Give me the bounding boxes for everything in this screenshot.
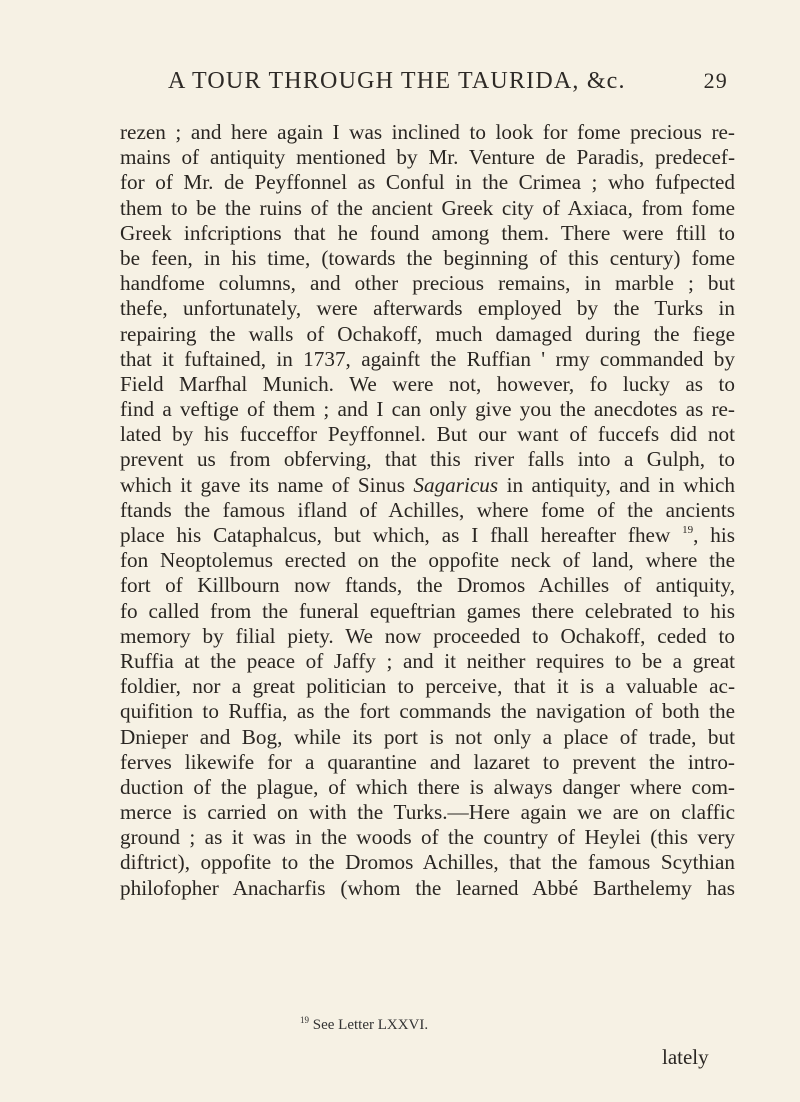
footnote bbox=[300, 1017, 428, 1034]
italic-term: Sagaricus bbox=[413, 472, 499, 497]
running-head bbox=[168, 68, 728, 104]
text-line: thefe, unfortunately, were afterwards employed by the Turks in bbox=[120, 296, 735, 321]
footnote-number: 19 bbox=[300, 1015, 309, 1025]
text-line: for of Mr. de Peyffonnel as Conful in the Crimea ; who fufpected bbox=[120, 170, 735, 195]
text-line: duction of the plague, of which there is always danger where com- bbox=[120, 774, 735, 799]
text-line: foldier, nor a great politician to perceive, that it is a valuable ac- bbox=[120, 674, 735, 699]
text-line: lated by his fucceffor Peyffonnel. But our want of fuccefs did not bbox=[120, 422, 735, 447]
text-line: fo called from the funeral equeftrian games there celebrated to his bbox=[120, 598, 735, 623]
text-line: rezen ; and here again I was inclined to look for fome precious re- bbox=[120, 120, 735, 144]
page-number: 29 bbox=[703, 68, 728, 93]
text-line: that it fuftained, in 1737, againft the Ruffian ' rmy commanded by bbox=[120, 346, 735, 371]
text-line: handfome columns, and other precious remains, in marble ; but bbox=[120, 271, 735, 296]
text-line: Greek infcriptions that he found among them. There were ftill to bbox=[120, 220, 735, 245]
text-line: quifition to Ruffia, as the fort commands the navigation of both the bbox=[120, 699, 735, 724]
text-line: prevent us from obferving, that this river falls into a Gulph, to bbox=[120, 447, 735, 472]
text-fragment: , his bbox=[693, 523, 736, 547]
text-line: Ruffia at the peace of Jaffy ; and it neither requires to be a great bbox=[120, 648, 735, 673]
text-line-footnote-ref bbox=[120, 523, 735, 548]
text-line: them to be the ruins of the ancient Greek city of Axiaca, from fome bbox=[120, 195, 735, 220]
text-line: fon Neoptolemus erected on the oppofite neck of land, where the bbox=[120, 548, 735, 573]
text-fragment: which it gave its name of Sinus bbox=[120, 472, 414, 497]
text-line: merce is carried on with the Turks.—Here again we are on claffic bbox=[120, 800, 735, 825]
text-line: diftrict), oppofite to the Dromos Achilles, that the famous Scythian bbox=[120, 850, 735, 875]
text-line: mains of antiquity mentioned by Mr. Venture de Paradis, predecef- bbox=[120, 145, 735, 170]
footnote-text: See Letter LXXVI. bbox=[312, 1017, 429, 1033]
text-fragment: in antiquity, and in which bbox=[498, 472, 735, 497]
text-line-sinus bbox=[120, 473, 735, 498]
text-line: ftands the famous ifland of Achilles, where fome of the ancients bbox=[120, 497, 735, 522]
text-line: Dnieper and Bog, while its port is not only a place of trade, but bbox=[120, 724, 735, 749]
text-line: memory by filial piety. We now proceeded to Ochakoff, ceded to bbox=[120, 623, 735, 648]
text-line: fort of Killbourn now ftands, the Dromos Achilles of antiquity, bbox=[120, 573, 735, 598]
text-line: Field Marfhal Munich. We were not, however, fo lucky as to bbox=[120, 371, 735, 396]
running-title: A TOUR THROUGH THE TAURIDA, &c. bbox=[168, 68, 626, 94]
text-line: repairing the walls of Ochakoff, much damaged during the fiege bbox=[120, 321, 735, 346]
text-fragment: place his Cataphalcus, but which, as I fhall hereafter fhew bbox=[120, 523, 683, 547]
text-line: philofopher Anacharfis (whom the learned Abbé Barthelemy has bbox=[120, 875, 735, 900]
text-line: ground ; as it was in the woods of the country of Heylei (this very bbox=[120, 825, 735, 850]
text-line: find a veftige of them ; and I can only give you the anecdotes as re- bbox=[120, 397, 735, 422]
text-line: ferves likewife for a quarantine and lazaret to prevent the intro- bbox=[120, 749, 735, 774]
catchword: lately bbox=[662, 1045, 709, 1069]
text-line: be feen, in his time, (towards the beginning of this century) fome bbox=[120, 245, 735, 270]
footnote-reference[interactable]: 19 bbox=[682, 524, 694, 536]
body-text bbox=[120, 120, 735, 901]
